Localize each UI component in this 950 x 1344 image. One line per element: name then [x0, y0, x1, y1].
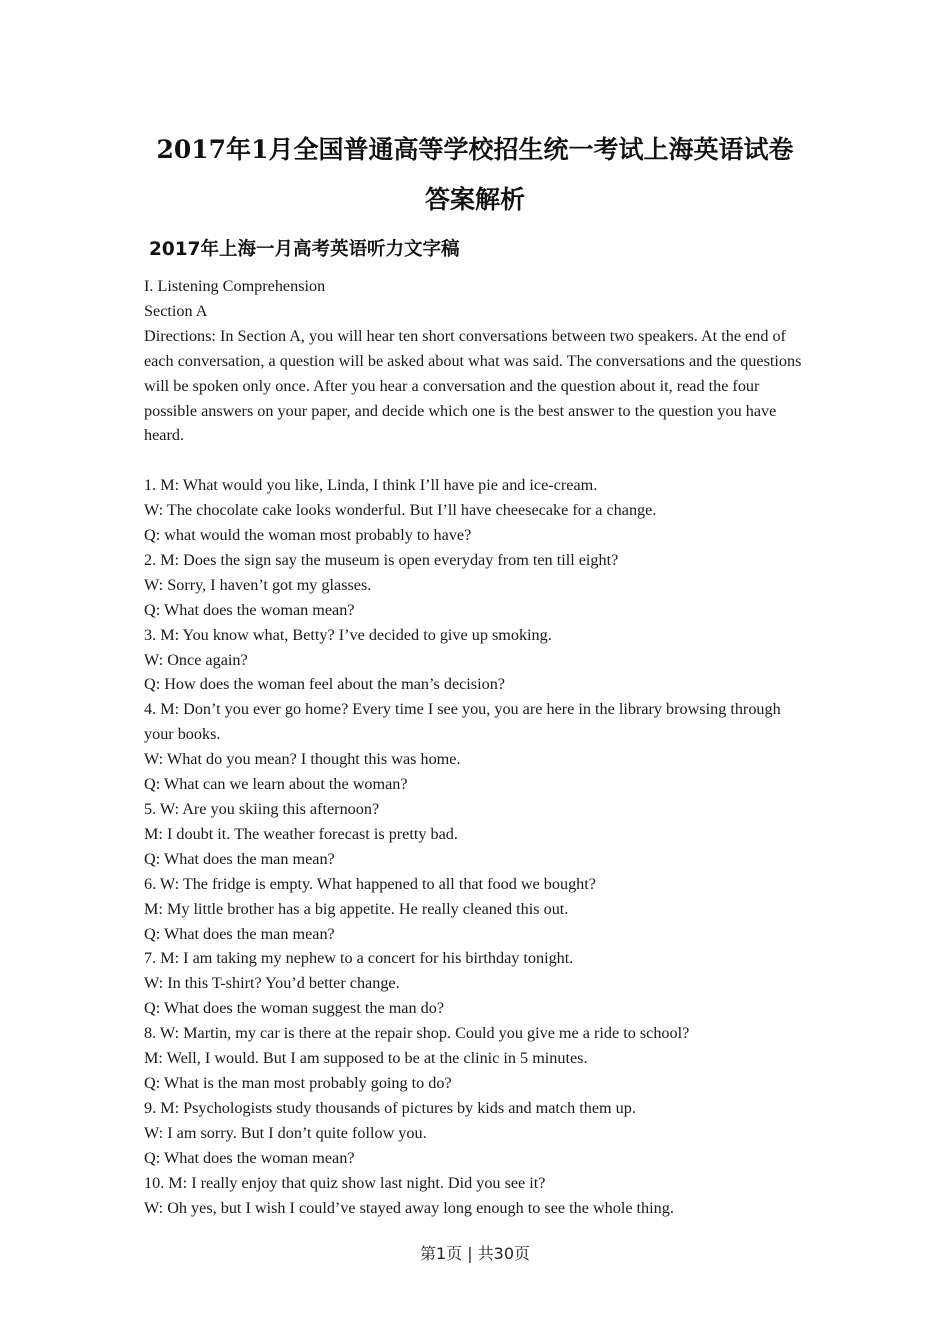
- transcript-line: 1. M: What would you like, Linda, I think I’ll have pie and ice-cream.: [144, 476, 598, 495]
- transcript-line: 8. W: Martin, my car is there at the repair shop. Could you give me a ride to school?: [144, 1024, 690, 1043]
- transcript-line: Q: What does the woman mean?: [144, 600, 355, 619]
- transcript-line: 4. M: Don’t you ever go home? Every time I see you, you are here in the library browsing through your books.: [144, 700, 781, 744]
- page-footer: 第1页 | 共30页: [419, 1244, 531, 1263]
- document-title: 2017年1月全国普通高等学校招生统一考试上海英语试卷: [156, 135, 794, 164]
- transcript-line: 7. M: I am taking my nephew to a concert for his birthday tonight.: [144, 949, 574, 968]
- transcript-lines: [144, 473, 809, 1220]
- transcript-line: Q: What is the man most probably going to do?: [144, 1073, 452, 1092]
- transcript-line: M: I doubt it. The weather forecast is pretty bad.: [144, 824, 458, 843]
- section-heading: I. Listening Comprehension: [144, 277, 326, 295]
- transcript-line: 2. M: Does the sign say the museum is open everyday from ten till eight?: [144, 550, 619, 569]
- transcript-line: W: In this T-shirt? You’d better change.: [144, 974, 400, 993]
- transcript-line: W: What do you mean? I thought this was home.: [144, 750, 461, 769]
- transcript-line: Q: What can we learn about the woman?: [144, 775, 408, 794]
- section-subtitle: 2017年上海一月高考英语听力文字稿: [149, 239, 460, 260]
- document-body: [144, 274, 809, 1220]
- transcript-line: M: Well, I would. But I am supposed to be at the clinic in 5 minutes.: [144, 1049, 588, 1068]
- transcript-line: 5. W: Are you skiing this afternoon?: [144, 800, 380, 819]
- transcript-line: Q: What does the woman suggest the man do?: [144, 999, 445, 1018]
- transcript-line: Q: what would the woman most probably to have?: [144, 526, 472, 545]
- transcript-line: W: Once again?: [144, 650, 248, 669]
- transcript-line: 6. W: The fridge is empty. What happened to all that food we bought?: [144, 874, 596, 893]
- transcript-line: Q: What does the man mean?: [144, 924, 335, 943]
- transcript-line: 10. M: I really enjoy that quiz show last night. Did you see it?: [144, 1173, 546, 1192]
- document-title-line2: 答案解析: [424, 185, 525, 214]
- transcript-line: W: I am sorry. But I don’t quite follow you.: [144, 1123, 427, 1142]
- transcript-line: Q: How does the woman feel about the man’s decision?: [144, 675, 505, 694]
- transcript-line: W: Sorry, I haven’t got my glasses.: [144, 575, 372, 594]
- transcript-line: 9. M: Psychologists study thousands of pictures by kids and match them up.: [144, 1098, 636, 1117]
- transcript-line: W: The chocolate cake looks wonderful. But I’ll have cheesecake for a change.: [144, 501, 657, 520]
- transcript-line: Q: What does the woman mean?: [144, 1148, 355, 1167]
- paragraph-spacer: [144, 448, 809, 473]
- directions-paragraph: Directions: In Section A, you will hear ten short conversations between two speakers. At the end of each conversation, a question will be asked about what was said. The conversations and the questions will be spoken only once. After you hear a conversation and the question about it, read the four possible answers on your paper, and decide which one is the best answer to the question you have heard.: [144, 326, 802, 445]
- section-label: Section A: [144, 301, 208, 320]
- transcript-line: Q: What does the man mean?: [144, 849, 335, 868]
- transcript-line: W: Oh yes, but I wish I could’ve stayed away long enough to see the whole thing.: [144, 1198, 674, 1217]
- transcript-line: 3. M: You know what, Betty? I’ve decided to give up smoking.: [144, 625, 552, 644]
- transcript-line: M: My little brother has a big appetite. He really cleaned this out.: [144, 899, 569, 918]
